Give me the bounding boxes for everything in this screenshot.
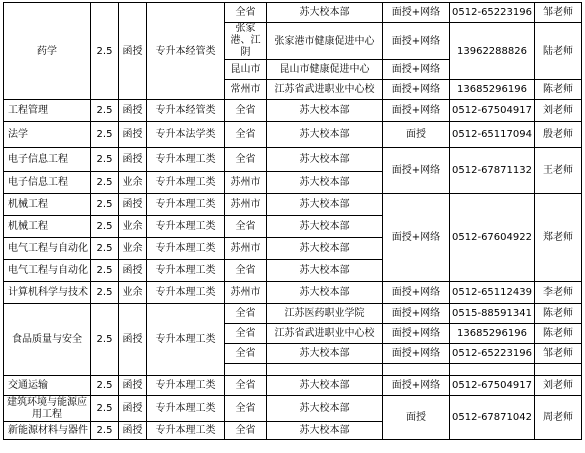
table-cell: 苏州市 bbox=[225, 194, 267, 216]
table-cell: 刘老师 bbox=[535, 376, 582, 396]
table-cell: 全省 bbox=[225, 422, 267, 440]
table-cell: 昆山市 bbox=[225, 60, 267, 80]
table-cell: 江苏省武进职业中心校 bbox=[267, 80, 383, 100]
table-cell bbox=[267, 364, 383, 376]
table-cell: 苏大校本部 bbox=[267, 344, 383, 364]
table-cell: 交通运输 bbox=[4, 376, 91, 396]
table-cell: 张家港市健康促进中心 bbox=[267, 23, 383, 60]
table-cell: 0512-65223196 bbox=[450, 3, 535, 23]
table-cell: 陈老师 bbox=[535, 304, 582, 324]
table-cell: 0512-65223196 bbox=[450, 344, 535, 364]
table-cell: 函授 bbox=[119, 422, 147, 440]
table-cell: 全省 bbox=[225, 324, 267, 344]
table-cell: 专升本法学类 bbox=[147, 122, 225, 148]
table-cell: 专升本理工类 bbox=[147, 304, 225, 376]
table-cell: 面授+网络 bbox=[383, 100, 450, 122]
document-page bbox=[3, 2, 582, 440]
table-cell: 电子信息工程 bbox=[4, 172, 91, 194]
table-cell: 昆山市健康促进中心 bbox=[267, 60, 383, 80]
table-cell: 专升本理工类 bbox=[147, 260, 225, 282]
table-cell: 2.5 bbox=[91, 376, 119, 396]
table-cell: 0512-67604922 bbox=[450, 194, 535, 282]
table-cell: 面授+网络 bbox=[383, 23, 450, 60]
table-cell: 0512-65117094 bbox=[450, 122, 535, 148]
table-cell: 面授+网络 bbox=[383, 80, 450, 100]
table-cell: 0512-67871042 bbox=[450, 396, 535, 440]
table-cell: 全省 bbox=[225, 100, 267, 122]
table-cell: 函授 bbox=[119, 3, 147, 100]
table-cell: 2.5 bbox=[91, 422, 119, 440]
table-cell: 13962288826 bbox=[450, 23, 535, 80]
table-cell: 苏大校本部 bbox=[267, 396, 383, 422]
table-cell: 专升本经管类 bbox=[147, 3, 225, 100]
table-cell: 面授 bbox=[383, 396, 450, 440]
table-cell: 电气工程与自动化 bbox=[4, 238, 91, 260]
program-table bbox=[3, 2, 582, 440]
table-row bbox=[4, 148, 582, 172]
table-cell: 全省 bbox=[225, 344, 267, 364]
table-cell: 函授 bbox=[119, 396, 147, 422]
table-cell: 函授 bbox=[119, 148, 147, 172]
table-cell: 陈老师 bbox=[535, 324, 582, 344]
table-cell: 函授 bbox=[119, 100, 147, 122]
table-cell: 面授+网络 bbox=[383, 3, 450, 23]
table-cell: 面授+网络 bbox=[383, 148, 450, 194]
table-cell: 苏大校本部 bbox=[267, 422, 383, 440]
table-cell: 面授+网络 bbox=[383, 376, 450, 396]
table-cell: 陆老师 bbox=[535, 23, 582, 80]
table-cell: 苏大校本部 bbox=[267, 216, 383, 238]
table-cell: 函授 bbox=[119, 376, 147, 396]
table-cell: 苏大校本部 bbox=[267, 148, 383, 172]
table-cell: 食品质量与安全 bbox=[4, 304, 91, 376]
table-cell: 面授+网络 bbox=[383, 324, 450, 344]
table-cell: 苏大校本部 bbox=[267, 376, 383, 396]
table-cell: 2.5 bbox=[91, 194, 119, 216]
table-cell: 专升本理工类 bbox=[147, 194, 225, 216]
table-cell: 专升本理工类 bbox=[147, 376, 225, 396]
table-cell: 新能源材料与器件 bbox=[4, 422, 91, 440]
table-cell: 2.5 bbox=[91, 396, 119, 422]
table-cell: 法学 bbox=[4, 122, 91, 148]
table-cell: 2.5 bbox=[91, 122, 119, 148]
table-cell: 0515-88591341 bbox=[450, 304, 535, 324]
table-cell: 专升本理工类 bbox=[147, 238, 225, 260]
table-cell: 陈老师 bbox=[535, 80, 582, 100]
table-cell: 苏州市 bbox=[225, 172, 267, 194]
table-cell: 全省 bbox=[225, 260, 267, 282]
table-cell: 业余 bbox=[119, 238, 147, 260]
table-cell: 全省 bbox=[225, 3, 267, 23]
table-cell: 殷老师 bbox=[535, 122, 582, 148]
table-cell bbox=[450, 364, 535, 376]
table-cell: 苏大校本部 bbox=[267, 100, 383, 122]
table-cell: 面授 bbox=[383, 122, 450, 148]
table-cell: 全省 bbox=[225, 122, 267, 148]
table-row bbox=[4, 396, 582, 422]
table-row bbox=[4, 122, 582, 148]
table-cell: 周老师 bbox=[535, 396, 582, 440]
table-cell: 机械工程 bbox=[4, 194, 91, 216]
table-cell: 药学 bbox=[4, 3, 91, 100]
table-cell: 邹老师 bbox=[535, 3, 582, 23]
table-cell: 苏大校本部 bbox=[267, 172, 383, 194]
table-cell: 2.5 bbox=[91, 260, 119, 282]
table-cell: 2.5 bbox=[91, 172, 119, 194]
table-cell: 业余 bbox=[119, 282, 147, 304]
table-row bbox=[4, 194, 582, 216]
table-cell: 专升本理工类 bbox=[147, 282, 225, 304]
table-cell: 0512-67871132 bbox=[450, 148, 535, 194]
table-cell: 张家港、江阴 bbox=[225, 23, 267, 60]
table-cell: 全省 bbox=[225, 148, 267, 172]
table-cell: 王老师 bbox=[535, 148, 582, 194]
table-cell: 苏大校本部 bbox=[267, 3, 383, 23]
table-cell: 全省 bbox=[225, 304, 267, 324]
table-cell: 专升本经管类 bbox=[147, 100, 225, 122]
table-cell: 面授+网络 bbox=[383, 304, 450, 324]
table-cell: 业余 bbox=[119, 216, 147, 238]
table-cell: 苏州市 bbox=[225, 282, 267, 304]
table-cell bbox=[383, 364, 450, 376]
table-cell: 面授+网络 bbox=[383, 194, 450, 282]
table-cell: 电气工程与自动化 bbox=[4, 260, 91, 282]
table-cell: 面授+网络 bbox=[383, 344, 450, 364]
table-row bbox=[4, 304, 582, 324]
table-cell bbox=[225, 364, 267, 376]
table-cell: 江苏医药职业学院 bbox=[267, 304, 383, 324]
table-cell bbox=[535, 364, 582, 376]
table-row bbox=[4, 376, 582, 396]
table-cell: 业余 bbox=[119, 172, 147, 194]
table-cell: 苏大校本部 bbox=[267, 260, 383, 282]
table-cell: 专升本理工类 bbox=[147, 216, 225, 238]
table-cell: 全省 bbox=[225, 216, 267, 238]
table-row bbox=[4, 282, 582, 304]
table-cell: 邹老师 bbox=[535, 344, 582, 364]
table-cell: 刘老师 bbox=[535, 100, 582, 122]
table-cell: 专升本理工类 bbox=[147, 172, 225, 194]
table-cell: 0512-67504917 bbox=[450, 100, 535, 122]
table-cell: 2.5 bbox=[91, 282, 119, 304]
table-cell: 面授+网络 bbox=[383, 282, 450, 304]
table-cell: 建筑环境与能源应用工程 bbox=[4, 396, 91, 422]
table-cell: 2.5 bbox=[91, 148, 119, 172]
table-cell: 常州市 bbox=[225, 80, 267, 100]
table-cell: 苏大校本部 bbox=[267, 122, 383, 148]
table-cell: 苏大校本部 bbox=[267, 238, 383, 260]
table-cell: 苏大校本部 bbox=[267, 282, 383, 304]
table-cell: 0512-65112439 bbox=[450, 282, 535, 304]
table-cell: 2.5 bbox=[91, 100, 119, 122]
table-cell: 专升本理工类 bbox=[147, 422, 225, 440]
table-cell: 函授 bbox=[119, 194, 147, 216]
table-cell: 工程管理 bbox=[4, 100, 91, 122]
table-cell: 函授 bbox=[119, 122, 147, 148]
table-cell: 机械工程 bbox=[4, 216, 91, 238]
table-cell: 电子信息工程 bbox=[4, 148, 91, 172]
table-cell: 李老师 bbox=[535, 282, 582, 304]
table-cell: 13685296196 bbox=[450, 80, 535, 100]
table-cell: 2.5 bbox=[91, 216, 119, 238]
table-cell: 苏大校本部 bbox=[267, 194, 383, 216]
table-cell: 专升本理工类 bbox=[147, 148, 225, 172]
table-cell: 函授 bbox=[119, 260, 147, 282]
table-cell: 函授 bbox=[119, 304, 147, 376]
table-cell: 全省 bbox=[225, 376, 267, 396]
table-cell: 2.5 bbox=[91, 304, 119, 376]
table-cell: 2.5 bbox=[91, 3, 119, 100]
table-row bbox=[4, 3, 582, 23]
table-cell: 面授+网络 bbox=[383, 60, 450, 80]
table-cell: 郑老师 bbox=[535, 194, 582, 282]
table-cell: 2.5 bbox=[91, 238, 119, 260]
table-cell: 全省 bbox=[225, 396, 267, 422]
table-cell: 13685296196 bbox=[450, 324, 535, 344]
table-cell: 江苏省武进职业中心校 bbox=[267, 324, 383, 344]
table-cell: 计算机科学与技术 bbox=[4, 282, 91, 304]
table-cell: 苏州市 bbox=[225, 238, 267, 260]
table-cell: 专升本理工类 bbox=[147, 396, 225, 422]
table-row bbox=[4, 100, 582, 122]
table-cell: 0512-67504917 bbox=[450, 376, 535, 396]
